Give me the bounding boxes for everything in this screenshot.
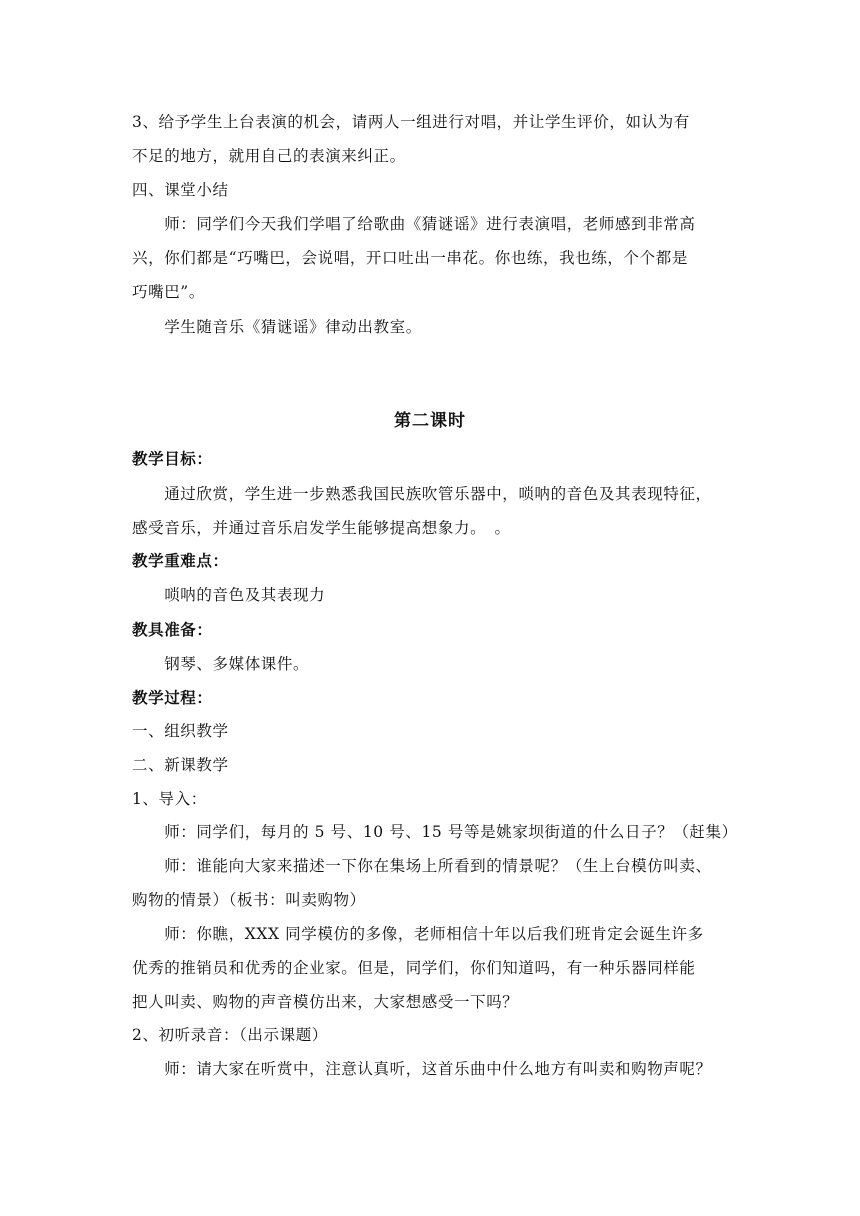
paragraph-line: 学生随音乐《猜谜谣》律动出教室。: [132, 318, 422, 336]
paragraph-line: 1、导入：: [132, 790, 207, 808]
paragraph-line: 2、初听录音：（出示课题）: [132, 1026, 328, 1044]
paragraph-line: 不足的地方，就用自己的表演来纠正。: [132, 147, 406, 165]
section-heading: 四、课堂小结: [132, 181, 229, 199]
lesson-title: 第二课时: [394, 411, 466, 431]
paragraph-line: 师：你瞧，XXX 同学模仿的多像，老师相信十年以后我们班肯定会诞生许多: [132, 925, 704, 943]
tools-heading: 教具准备：: [132, 621, 213, 639]
paragraph-line: 感受音乐，并通过音乐启发学生能够提高想象力。 。: [132, 519, 511, 537]
paragraph-line: 巧嘴巴”。: [132, 283, 205, 301]
paragraph-line: 师：请大家在听赏中，注意认真听，这首乐曲中什么地方有叫卖和购物声呢？: [132, 1060, 712, 1078]
key-heading: 教学重难点：: [132, 552, 229, 570]
paragraph-line: 钢琴、多媒体课件。: [132, 655, 310, 673]
goal-heading: 教学目标：: [132, 450, 213, 468]
paragraph-line: 优秀的推销员和优秀的企业家。但是，同学们，你们知道吗，有一种乐器同样能: [132, 959, 696, 977]
paragraph-line: 师：同学们，每月的 5 号、10 号、15 号等是姚家坝街道的什么日子？（赶集）: [132, 823, 738, 841]
paragraph-line: 师：谁能向大家来描述一下你在集场上所看到的情景呢？（生上台模仿叫卖、: [132, 857, 712, 875]
paragraph-line: 兴，你们都是“巧嘴巴，会说唱，开口吐出一串花。你也练，我也练，个个都是: [132, 249, 688, 267]
paragraph-line: 通过欣赏，学生进一步熟悉我国民族吹管乐器中，唢呐的音色及其表现特征，: [132, 485, 712, 503]
paragraph-line: 把人叫卖、购物的声音模仿出来，大家想感受一下吗？: [132, 993, 519, 1011]
paragraph-line: 购物的情景）（板书：叫卖购物）: [132, 891, 366, 909]
process-heading: 教学过程：: [132, 689, 213, 707]
paragraph-line: 一、组织教学: [132, 722, 229, 740]
paragraph-line: 师：同学们今天我们学唱了给歌曲《猜谜谣》进行表演唱，老师感到非常高: [132, 215, 696, 233]
paragraph-line: 二、新课教学: [132, 756, 229, 774]
paragraph-line: 3、给予学生上台表演的机会，请两人一组进行对唱，并让学生评价，如认为有: [132, 113, 690, 131]
paragraph-line: 唢呐的音色及其表现力: [132, 586, 326, 604]
